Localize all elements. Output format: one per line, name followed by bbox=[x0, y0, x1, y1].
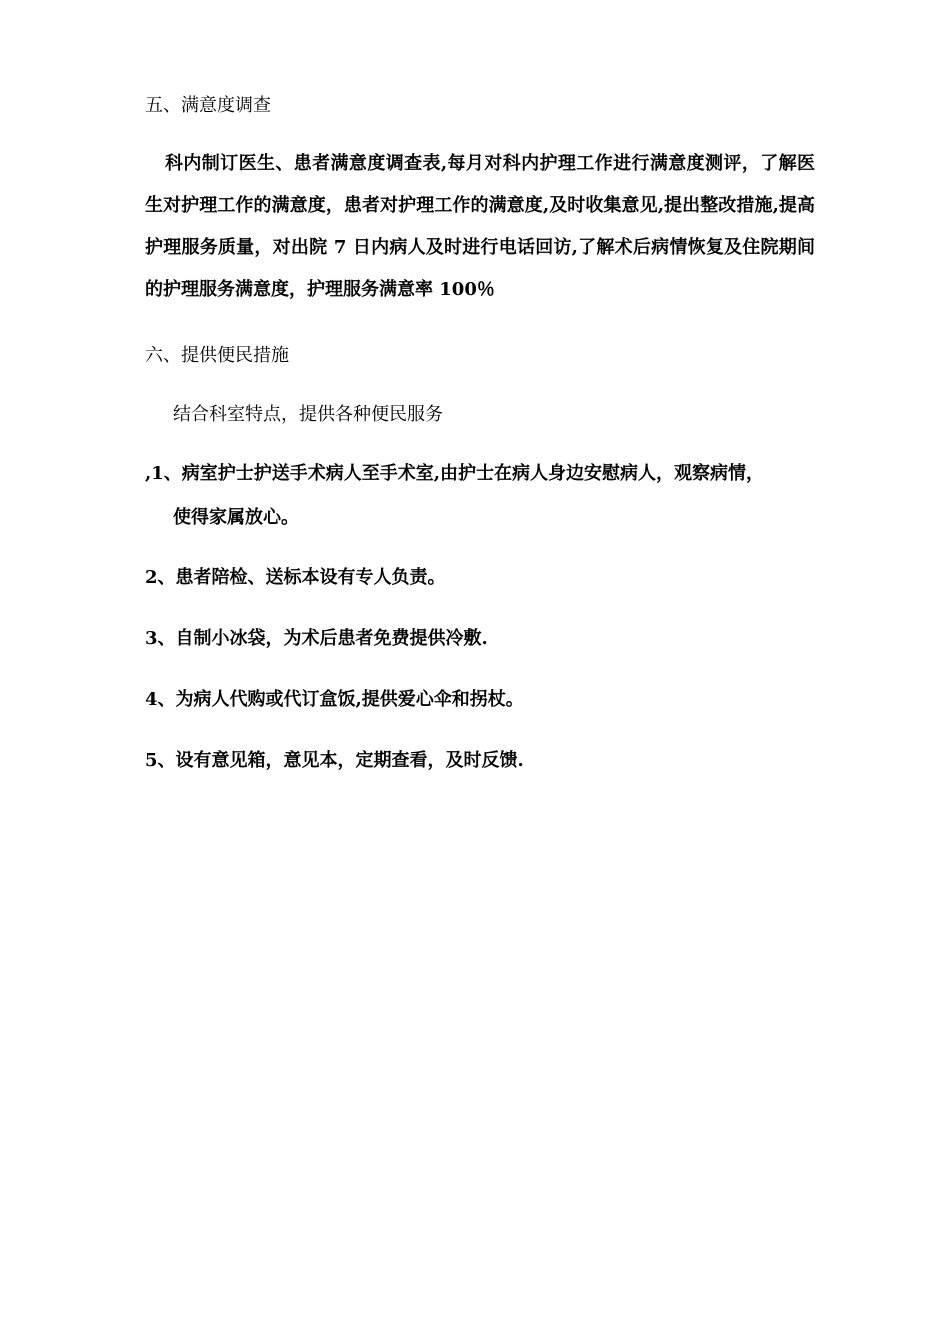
list-item-line1: ,1、病室护士护送手术病人至手术室,由护士在病人身边安慰病人，观察病情， bbox=[145, 463, 765, 484]
list-item: 4、为病人代购或代订盒饭,提供爱心伞和拐杖。 bbox=[145, 689, 524, 710]
section-6-heading: 六、提供便民措施 bbox=[145, 345, 289, 366]
section-6-intro: 结合科室特点，提供各种便民服务 bbox=[173, 404, 443, 425]
section-5-heading: 五、满意度调查 bbox=[145, 95, 271, 116]
list-item-line2: 使得家属放心。 bbox=[173, 507, 299, 528]
list-item: 2、患者陪检、送标本设有专人负责。 bbox=[145, 567, 446, 588]
list-item bbox=[145, 452, 815, 540]
list-item: 3、自制小冰袋，为术后患者免费提供冷敷. bbox=[145, 628, 488, 649]
list-item: 5、设有意见箱，意见本，定期查看，及时反馈. bbox=[145, 750, 524, 771]
section-5-body: 科内制订医生、患者满意度调查表,每月对科内护理工作进行满意度测评，了解医生对护理工作的满意度，患者对护理工作的满意度,及时收集意见,提出整改措施,提高护理服务质量，对出院 7 日内病人及时进行电话回访,了解术后病情恢复及住院期间的护理服务满意度，护理服务满意率 100％ bbox=[145, 153, 815, 300]
